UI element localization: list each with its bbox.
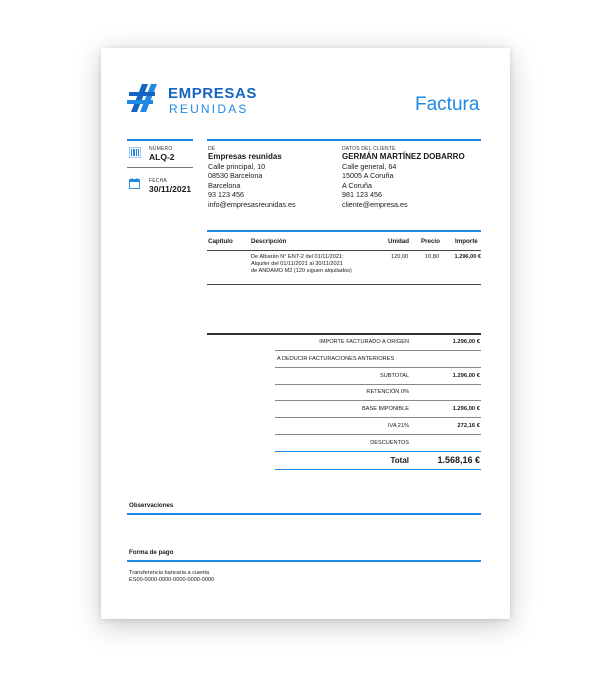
- desc-line: Alquiler del 01/11/2021 al 30/11/2021: [251, 261, 343, 268]
- total-label: Total: [390, 456, 409, 465]
- summary-label: IMPORTE FACTURADO A ORIGEN: [319, 339, 409, 345]
- summary-row: [275, 384, 481, 401]
- col-chapter: Capítulo: [208, 238, 233, 245]
- client-name: GERMÁN MARTÍNEZ DOBARRO: [342, 152, 465, 161]
- brand-name: EMPRESAS: [168, 85, 257, 102]
- date-label: FECHA: [149, 178, 167, 184]
- row-description: [251, 254, 381, 276]
- invoice-sheet: [101, 48, 510, 619]
- payment-iban: ES00-0000-0000-0000-0000-0000: [129, 577, 215, 583]
- summary-label: BASE IMPONIBLE: [362, 406, 409, 412]
- notes-rule: [127, 513, 481, 515]
- number-value: ALQ-2: [149, 152, 175, 162]
- summary-value: 1.296,00 €: [452, 406, 480, 412]
- table-top-rule: [207, 230, 481, 232]
- desc-line: De Albarán N° ENT-2 del 01/11/2021:: [251, 254, 344, 260]
- payment-method: Transferencia bancaria a cuenta: [129, 570, 210, 576]
- table-bottom-rule: [207, 284, 481, 285]
- summary-label: A DEDUCIR FACTURACIONES ANTERIORES: [277, 356, 395, 362]
- header-rule: [207, 139, 481, 141]
- date-value: 30/11/2021: [149, 184, 192, 194]
- payment-rule: [127, 560, 481, 562]
- client-line: cliente@empresa.es: [342, 199, 408, 209]
- document-title: Factura: [415, 94, 480, 115]
- summary-row: [275, 401, 481, 418]
- from-line: 93 123 456: [208, 190, 244, 200]
- summary-row: [275, 418, 481, 435]
- meta-rule: [127, 139, 193, 141]
- desc-line: de ANDAMO M2 (120 siguen alquilados): [251, 268, 352, 275]
- from-line: info@empresasreunidas.es: [208, 199, 296, 209]
- from-name: Empresas reunidas: [208, 152, 282, 161]
- from-label: DE: [208, 146, 216, 152]
- total-row: [275, 452, 481, 470]
- barcode-icon: [129, 147, 141, 158]
- client-line: A Coruña: [342, 180, 372, 190]
- client-line: 15005 A Coruña: [342, 171, 394, 181]
- row-price: 10,80: [425, 254, 439, 260]
- payment-label: Forma de pago: [129, 549, 174, 556]
- col-amount: Importe: [455, 238, 478, 245]
- summary-value: 1.296,00 €: [452, 373, 480, 379]
- client-label: DATOS DEL CLIENTE: [342, 146, 396, 152]
- notes-label: Observaciones: [129, 502, 174, 509]
- summary-label: IVA 21%: [387, 423, 409, 429]
- row-unit: 120,00: [391, 254, 409, 260]
- from-line: Barcelona: [208, 180, 241, 190]
- summary-row: [275, 368, 481, 385]
- brand-subtitle: REUNIDAS: [169, 102, 249, 116]
- row-amount: 1.296,00 €: [454, 254, 481, 260]
- meta-divider: [127, 167, 193, 168]
- total-value: 1.568,16 €: [437, 455, 480, 465]
- number-label: NÚMERO: [149, 146, 173, 152]
- logo-mark-icon: [127, 82, 159, 114]
- client-line: 981 123 456: [342, 190, 382, 200]
- summary-row: [275, 334, 481, 351]
- from-line: Calle principal, 10: [208, 162, 266, 171]
- table-header-rule: [207, 250, 481, 251]
- summary-label: DESCUENTOS: [370, 440, 409, 446]
- summary-value: 1.296,00 €: [452, 339, 480, 345]
- summary-row: [275, 435, 481, 452]
- client-address: [342, 162, 408, 209]
- summary-value: 272,16 €: [457, 423, 480, 429]
- summary-row: [275, 351, 481, 368]
- col-unit: Unidad: [388, 238, 409, 245]
- col-description: Descripción: [251, 238, 287, 245]
- from-address: [208, 162, 296, 209]
- table-row: [207, 254, 481, 284]
- summary-label: RETENCIÓN 0%: [366, 389, 409, 395]
- summary-label: SUBTOTAL: [379, 373, 409, 379]
- calendar-icon: [129, 178, 140, 189]
- client-line: Calle general, 64: [342, 162, 397, 171]
- col-price: Precio: [421, 238, 440, 245]
- from-line: 08530 Barcelona: [208, 171, 263, 181]
